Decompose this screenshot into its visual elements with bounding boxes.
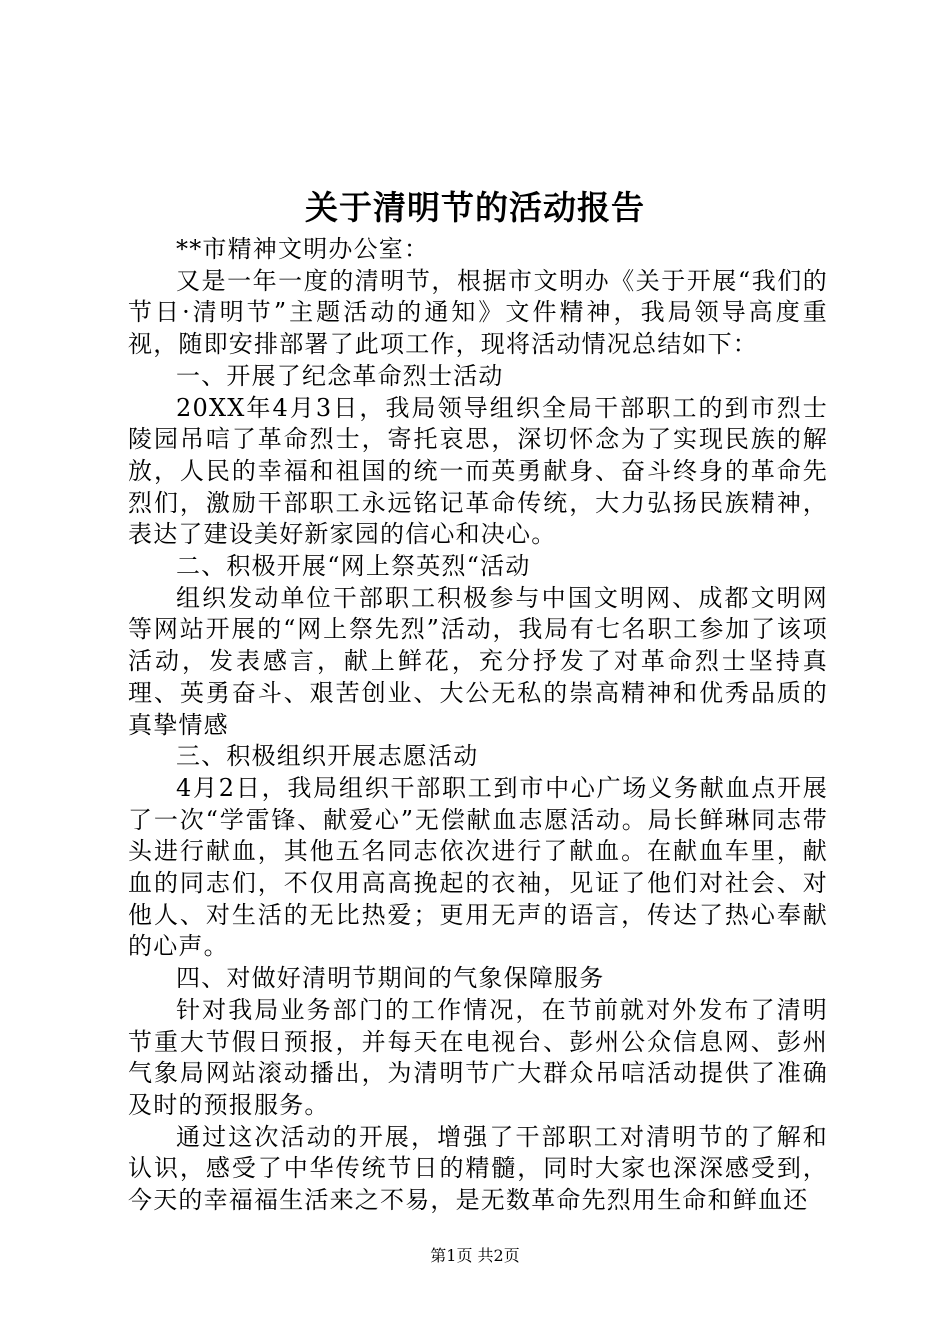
conclusion-paragraph: 通过这次活动的开展，增强了干部职工对清明节的了解和认识，感受了中华传统节日的精髓，同时大家也深深感受到，今天的幸福福生活来之不易，是无数革命先烈用生命和鲜血还: [128, 1122, 828, 1215]
section-paragraph-4: 针对我局业务部门的工作情况，在节前就对外发布了清明节重大节假日预报，并每天在电视台、彭州公众信息网、彭州气象局网站滚动播出，为清明节广大群众吊唁活动提供了准确及时的预报服务。: [128, 995, 828, 1119]
section-heading-3: 三、积极组织开展志愿活动: [176, 742, 479, 771]
section-heading-1: 一、开展了纪念革命烈士活动: [176, 361, 504, 390]
document-title: 关于清明节的活动报告: [305, 188, 645, 227]
section-paragraph-1: 20XX年4月3日，我局领导组织全局干部职工的到市烈士陵园吊唁了革命烈士，寄托哀思，深切怀念为了实现民族的解放，人民的幸福和祖国的统一而英勇献身、奋斗终身的革命先烈们，激励干部职工永远铭记革命传统，大力弘扬民族精神，表达了建设美好新家园的信心和决心。: [128, 393, 828, 549]
section-heading-2: 二、积极开展“网上祭英烈“活动: [176, 552, 531, 581]
salutation: **市精神文明办公室：: [176, 235, 430, 263]
intro-paragraph: 又是一年一度的清明节，根据市文明办《关于开展“我们的节日·清明节”主题活动的通知》文件精神，我局领导高度重视，随即安排部署了此项工作，现将活动情况总结如下：: [128, 266, 828, 359]
page-footer: 第1页 共2页: [430, 1246, 520, 1265]
section-paragraph-3: 4月2日，我局组织干部职工到市中心广场义务献血点开展了一次“学雷锋、献爱心”无偿献血志愿活动。局长鲜琳同志带头进行献血，其他五名同志依次进行了献血。在献血车里，献血的同志们，不仅用高高挽起的衣袖，见证了他们对社会、对他人、对生活的无比热爱；更用无声的语言，传达了热心奉献的心声。: [128, 773, 828, 961]
section-paragraph-2: 组织发动单位干部职工积极参与中国文明网、成都文明网等网站开展的“网上祭先烈”活动，我局有七名职工参加了该项活动，发表感言，献上鲜花，充分抒发了对革命烈士坚持真理、英勇奋斗、艰苦创业、大公无私的崇高精神和优秀品质的真挚情感: [128, 583, 828, 739]
section-heading-4: 四、对做好清明节期间的气象保障服务: [176, 964, 605, 993]
document-body: [128, 234, 828, 1217]
